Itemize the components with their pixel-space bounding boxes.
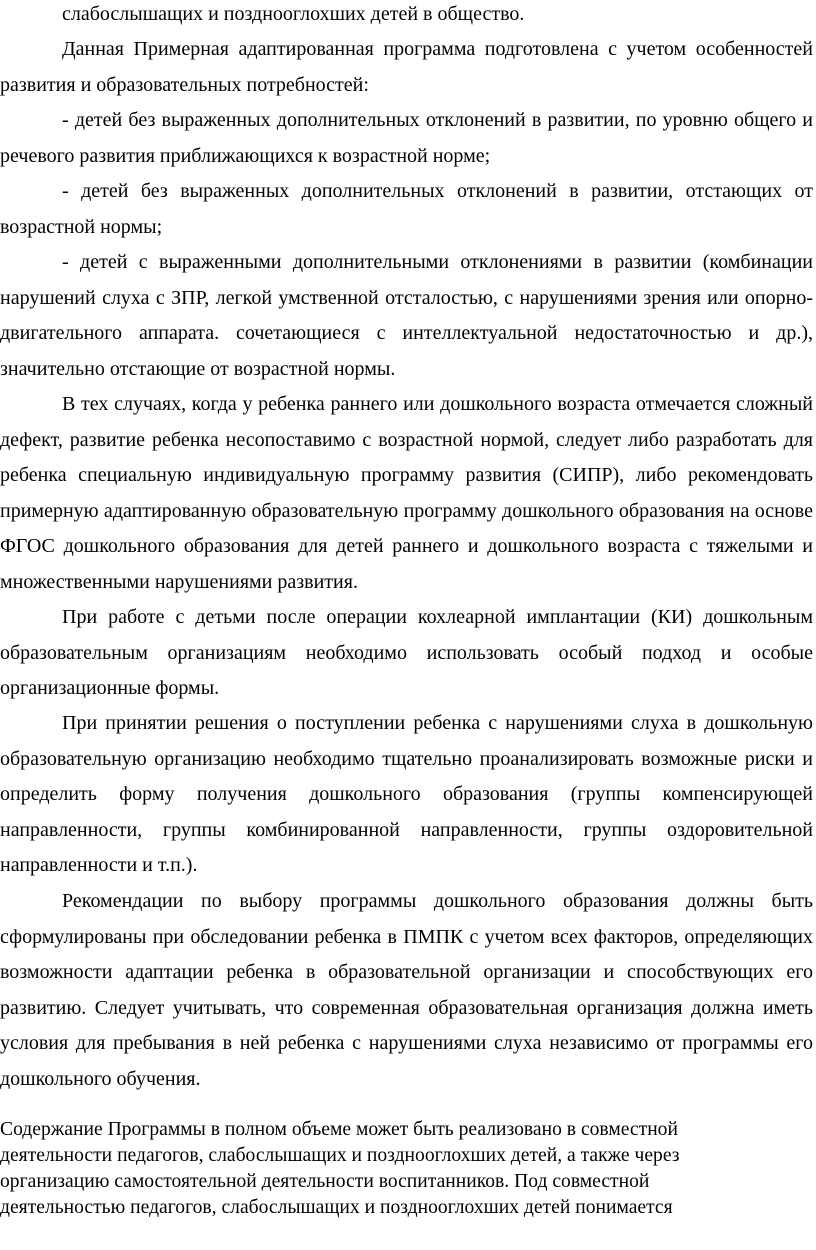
paragraph-admission-decision: При принятии решения о поступлении ребенка с нарушениями слуха в дошкольную образовательную организацию необходимо тщательно проанализировать возможные риски и определить форму получения дошкольного образования (группы компенсирующей направленности, группы комбинированной направленности, группы оздоровительной направленности и т.п.).	[0, 712, 813, 877]
paragraph-recommendations: Рекомендации по выбору программы дошкольного образования должны быть сформулированы при обследовании ребенка в ПМПК с учетом всех факторов, определяющих возможности адаптации ребенка в образовательной организации и способствующих его развитию. Следует учитывать, что современная образовательная организация должна иметь условия для пребывания в ней ребенка с нарушениями слуха независимо от программы его дошкольного обучения.	[0, 890, 813, 1090]
text-line: Содержание Программы в полном объеме может быть реализовано в совместной	[0, 1119, 678, 1140]
text-line: деятельностью педагогов, слабослышащих и позднооглохших детей понимается	[0, 1197, 673, 1218]
list-item-near-norm: - детей без выраженных дополнительных отклонений в развитии, по уровню общего и речевого развития приближающихся к возрастной норме;	[0, 109, 813, 167]
paragraph-program-intro: Данная Примерная адаптированная программа подготовлена с учетом особенностей развития и образовательных потребностей:	[0, 38, 813, 96]
paragraph-program-content	[0, 1117, 760, 1221]
list-item-behind-norm: - детей без выраженных дополнительных отклонений в развитии, отстающих от возрастной нормы;	[0, 180, 813, 238]
text-line: деятельности педагогов, слабослышащих и позднооглохших детей, а также через	[0, 1145, 680, 1166]
paragraph-cochlear-implant: При работе с детьми после операции кохлеарной имплантации (КИ) дошкольным образовательным организациям необходимо использовать особый подход и особые организационные формы.	[0, 606, 813, 700]
list-item-complex-deviations: - детей с выраженными дополнительными отклонениями в развитии (комбинации нарушений слуха с ЗПР, легкой умственной отсталостью, с нарушениями зрения или опорно-двигательного аппарата. сочетающиеся с интеллектуальной недостаточностью и др.), значительно отстающие от возрастной нормы.	[0, 251, 813, 380]
paragraph-complex-defect: В тех случаях, когда у ребенка раннего или дошкольного возраста отмечается сложный дефект, развитие ребенка несопоставимо с возрастной нормой, следует либо разработать для ребенка специальную индивидуальную программу развития (СИПР), либо рекомендовать примерную адаптированную образовательную программу дошкольного образования на основе ФГОС дошкольного образования для детей раннего и дошкольного возраста с тяжелыми и множественными нарушениями развития.	[0, 393, 813, 593]
text-line: организацию самостоятельной деятельности воспитанников. Под совместной	[0, 1171, 650, 1192]
paragraph-continuation: слабослышащих и позднооглохших детей в общество.	[62, 3, 525, 25]
